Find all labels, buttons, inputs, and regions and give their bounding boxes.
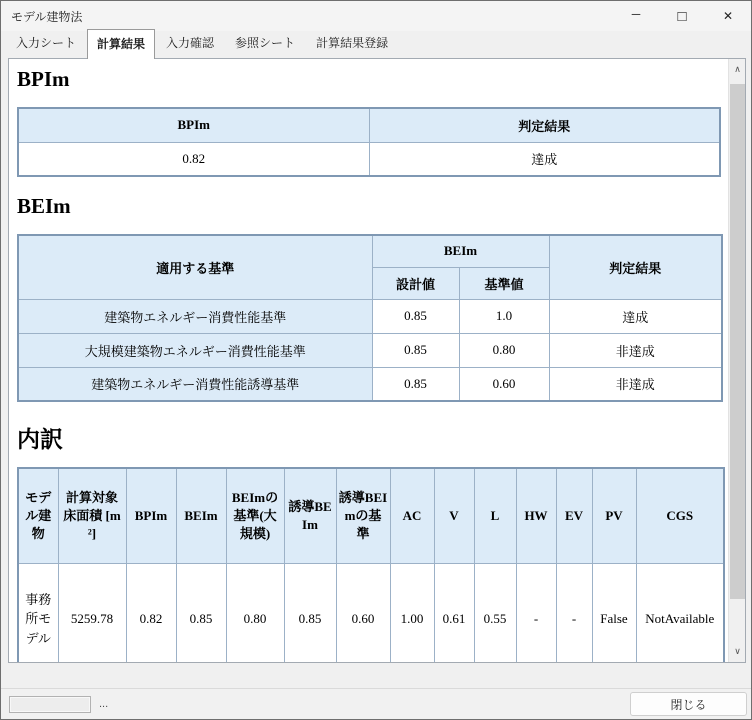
breakdown-pv: False [592,563,636,663]
breakdown-ac: 1.00 [390,563,434,663]
beim-reference-value: 0.60 [459,367,549,401]
breakdown-col-pv: PV [592,468,636,563]
breakdown-col-induced-beim: 誘導BEIm [284,468,336,563]
breakdown-col-bpim: BPIm [126,468,176,563]
scroll-down-button[interactable] [729,643,746,660]
status-text: ... [99,698,109,710]
breakdown-v: 0.61 [434,563,474,663]
bpim-result-header: 判定結果 [369,108,720,142]
window-title: モデル建物法 [11,9,83,24]
breakdown-model: 事務所モデル [18,563,58,663]
tab-strip [1,31,751,57]
beim-reference-value: 0.80 [459,333,549,367]
maximize-icon: □ [677,7,687,25]
table-row [18,367,722,401]
close-dialog-label: 閉じる [670,697,707,712]
scrollbar-thumb[interactable] [730,84,745,599]
breakdown-col-ac: AC [390,468,434,563]
status-strip [1,688,751,719]
breakdown-col-hw: HW [516,468,556,563]
table-row [18,299,722,333]
vertical-scrollbar[interactable] [728,59,745,662]
beim-standard-name: 大規模建築物エネルギー消費性能基準 [18,333,372,367]
tab-input-confirm[interactable]: 入力確認 [166,36,215,50]
beim-standard-name: 建築物エネルギー消費性能誘導基準 [18,367,372,401]
breakdown-col-v: V [434,468,474,563]
breakdown-col-induced-beim-standard: 誘導BEImの基準 [336,468,390,563]
beim-reference-header: 基準値 [459,267,549,299]
result-content [9,59,728,662]
breakdown-col-beim: BEIm [176,468,226,563]
tab-result-register[interactable]: 計算結果登録 [316,36,389,50]
beim-design-header: 設計値 [372,267,459,299]
bpim-col-header: BPIm [18,108,369,142]
breakdown-hw: - [516,563,556,663]
minimize-icon: ─ [631,7,641,21]
beim-design-value: 0.85 [372,367,459,401]
beim-group-header: BEIm [372,235,549,267]
breakdown-col-l: L [474,468,516,563]
table-row [18,563,724,663]
close-dialog-button[interactable] [630,692,747,716]
beim-reference-value: 1.0 [459,299,549,333]
table-row [18,333,722,367]
window-controls [613,1,751,31]
chevron-down-icon: ∨ [734,646,741,657]
close-button[interactable] [705,1,751,31]
breakdown-cgs: NotAvailable [636,563,724,663]
progress-bar [9,696,91,713]
scroll-up-button[interactable] [729,61,746,78]
result-view [8,58,746,663]
tab-reference-sheet[interactable]: 参照シート [235,36,296,50]
chevron-up-icon: ∧ [734,64,741,75]
breakdown-col-beim-standard-large: BEImの基準(大規模) [226,468,284,563]
maximize-button[interactable] [659,1,705,31]
breakdown-col-floor-area: 計算対象床面積 [m²] [58,468,126,563]
breakdown-beim: 0.85 [176,563,226,663]
breakdown-induced-beim: 0.85 [284,563,336,663]
tab-input-sheet[interactable]: 入力シート [16,36,77,50]
beim-standard-header: 適用する基準 [18,235,372,299]
bpim-value: 0.82 [18,142,369,176]
table-row [18,142,720,176]
beim-design-value: 0.85 [372,333,459,367]
beim-result-value: 達成 [549,299,722,333]
titlebar [1,1,751,31]
breakdown-beim-standard-large: 0.80 [226,563,284,663]
beim-result-header: 判定結果 [549,235,722,299]
tab-calculation-result[interactable]: 計算結果 [87,29,155,59]
close-icon: ✕ [722,9,734,23]
beim-standard-name: 建築物エネルギー消費性能基準 [18,299,372,333]
beim-design-value: 0.85 [372,299,459,333]
breakdown-floor-area: 5259.78 [58,563,126,663]
bpim-heading: BPIm [17,67,70,91]
breakdown-col-ev: EV [556,468,592,563]
minimize-button[interactable] [613,1,659,31]
breakdown-col-model: モデル建物 [18,468,58,563]
breakdown-heading: 内訳 [17,426,63,452]
breakdown-col-cgs: CGS [636,468,724,563]
beim-result-value: 非達成 [549,333,722,367]
bpim-table [17,107,721,177]
beim-table [17,234,723,402]
breakdown-l: 0.55 [474,563,516,663]
breakdown-induced-beim-standard: 0.60 [336,563,390,663]
breakdown-table [17,467,725,663]
breakdown-ev: - [556,563,592,663]
bpim-result: 達成 [369,142,720,176]
beim-heading: BEIm [17,194,71,218]
breakdown-bpim: 0.82 [126,563,176,663]
beim-result-value: 非達成 [549,367,722,401]
